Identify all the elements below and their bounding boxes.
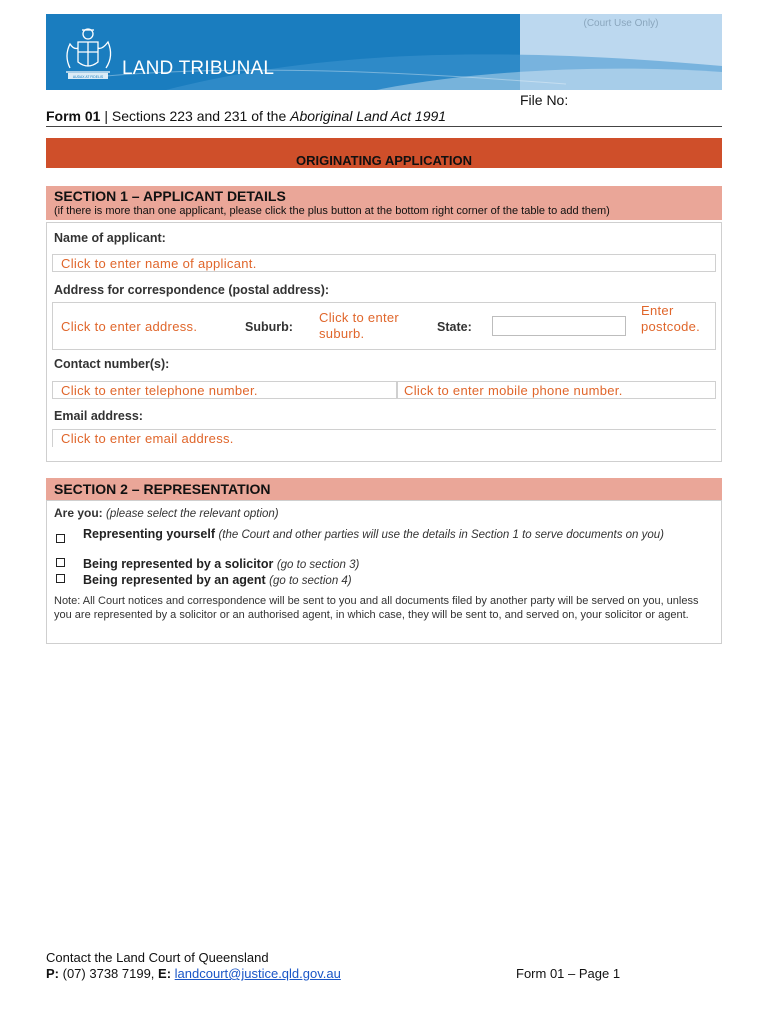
phone-field[interactable] xyxy=(52,381,397,399)
phone-placeholder: Click to enter telephone number. xyxy=(61,383,258,398)
are-you-hint: (please select the relevant option) xyxy=(106,508,279,520)
section2-title: SECTION 2 – REPRESENTATION xyxy=(54,481,271,497)
are-you-line xyxy=(54,506,279,520)
option-agent xyxy=(83,573,352,587)
name-placeholder: Click to enter name of applicant. xyxy=(61,256,257,271)
phone-label: P: xyxy=(46,966,59,981)
state-select[interactable] xyxy=(492,316,626,336)
footer-email-link[interactable]: landcourt@justice.qld.gov.au xyxy=(174,966,341,981)
option-solicitor xyxy=(83,557,359,571)
email-placeholder: Click to enter email address. xyxy=(61,431,234,446)
address-label: Address for correspondence (postal address): xyxy=(54,283,330,297)
option-representing-self xyxy=(83,527,715,542)
option-label: Being represented by a solicitor xyxy=(83,557,274,571)
form-sections: | Sections 223 and 231 of the xyxy=(100,108,291,124)
section1-title: SECTION 1 – APPLICANT DETAILS xyxy=(54,188,286,204)
option-hint: (the Court and other parties will use the details in Section 1 to serve documents on you) xyxy=(218,529,665,541)
originating-title: ORIGINATING APPLICATION xyxy=(296,153,472,168)
form-number: Form 01 xyxy=(46,108,101,124)
contact-label: Contact number(s): xyxy=(54,357,170,371)
agent-checkbox[interactable] xyxy=(56,574,65,583)
tribunal-title: LAND TRIBUNAL xyxy=(122,58,275,79)
form-act: Aboriginal Land Act 1991 xyxy=(290,108,447,124)
option-label: Being represented by an agent xyxy=(83,573,266,587)
option-hint: (go to section 4) xyxy=(269,575,352,587)
name-field[interactable] xyxy=(52,254,716,272)
footer-details xyxy=(46,966,341,981)
solicitor-checkbox[interactable] xyxy=(56,558,65,567)
form-reference xyxy=(46,108,446,124)
suburb-field[interactable]: Click to enter suburb. xyxy=(319,310,400,341)
footer-phone: (07) 3738 7199, xyxy=(62,966,155,981)
are-you-label: Are you: xyxy=(54,506,103,520)
divider xyxy=(46,126,722,127)
email-field[interactable] xyxy=(52,429,716,447)
name-label: Name of applicant: xyxy=(54,231,166,245)
page-number: Form 01 – Page 1 xyxy=(516,966,621,981)
mobile-field[interactable] xyxy=(397,381,716,399)
footer-contact: Contact the Land Court of Queensland xyxy=(46,950,269,965)
email-label-footer: E: xyxy=(158,966,172,981)
address-field[interactable]: Click to enter address. xyxy=(61,319,198,334)
postcode-field[interactable]: Enter postcode. xyxy=(641,303,701,334)
mobile-placeholder: Click to enter mobile phone number. xyxy=(404,383,623,398)
suburb-label: Suburb: xyxy=(245,320,293,334)
option-label: Representing yourself xyxy=(83,527,215,541)
file-no-label: File No: xyxy=(520,92,569,108)
option-hint: (go to section 3) xyxy=(276,559,360,571)
representing-self-checkbox[interactable] xyxy=(56,534,65,543)
crest-motto: AUDAX AT FIDELIS xyxy=(72,75,104,79)
section1-note: (if there is more than one applicant, please click the plus button at the bottom right corner of the table to add them) xyxy=(54,205,610,217)
state-label: State: xyxy=(437,320,472,334)
email-label: Email address: xyxy=(54,409,143,423)
section2-panel xyxy=(46,500,722,644)
court-use-only-label: (Court Use Only) xyxy=(583,18,659,29)
header-banner xyxy=(46,14,722,90)
queensland-crest-icon xyxy=(56,20,120,82)
representation-note: Note: All Court notices and correspondence will be sent to you and all documents filed by another party will be served on you, unless you are represented by a solicitor or an authorised agent, in which case, they will be sent to, and served on, your solicitor or agent. xyxy=(54,595,699,621)
